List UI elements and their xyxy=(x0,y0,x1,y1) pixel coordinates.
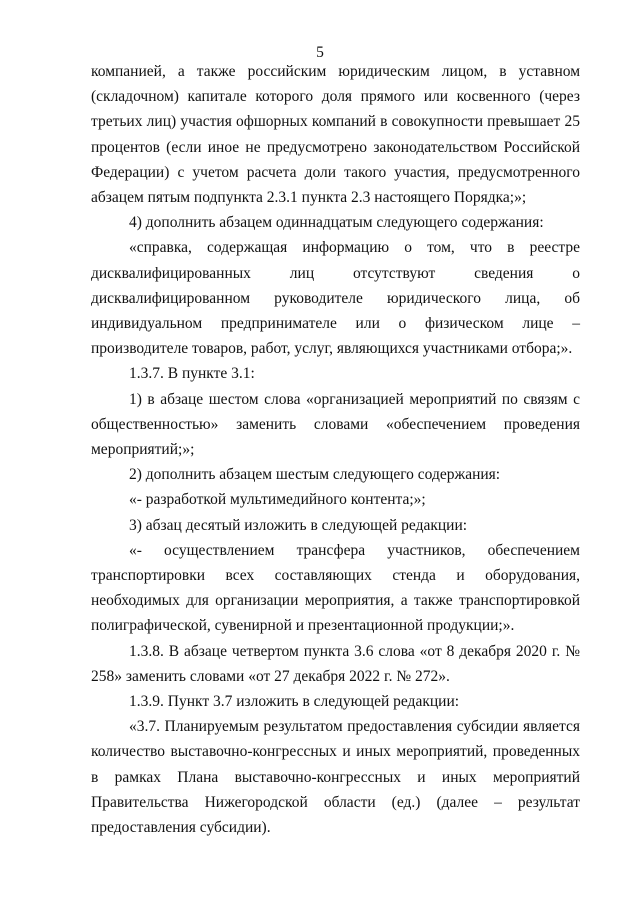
paragraph-3-7-result: «3.7. Планируемым результатом предоставления субсидии является количество выставочно-конгрессных и иных мероприятий, проведенных в рамках Плана выставочно-конгрессных и иных мероприятий Правительства Нижегородской области (ед.) (далее – результат предоставления субсидии). xyxy=(91,718,580,837)
paragraph-transfer: «- осуществлением трансфера участников, обеспечением транспортировки всех составляющих стенда и оборудования, необходимых для организации мероприятия, а также транспортировкой полиграфической, сувенирной и презентационной продукции;». xyxy=(91,541,580,635)
paragraph-multimedia: «- разработкой мультимедийного контента;»; xyxy=(129,491,426,509)
paragraph-offshore-continuation: компанией, а также российским юридическим лицом, в уставном (складочном) капитале которого доля прямого или косвенного (через третьих лиц) участия офшорных компаний в совокупности превышает 25 процентов (если иное не предусмотрено законодательством Российской Федерации) с учетом расчета доли такого участия, предусмотренного абзацем пятым подпункта 2.3.1 пункта 2.3 настоящего Порядка;»; xyxy=(91,63,580,207)
paragraph-item-2-add: 2) дополнить абзацем шестым следующего содержания: xyxy=(129,466,501,484)
document-body xyxy=(91,59,580,840)
paragraph-disqualification-certificate: «справка, содержащая информацию о том, что в реестре дисквалифицированных лиц отсутствуют сведения о дисквалифицированном руководителе юридического лица, об индивидуальном предпринимателе или о физическом лице – производителе товаров, работ, услуг, являющихся участниками отбора;». xyxy=(91,239,580,358)
paragraph-item-1-pr: 1) в абзаце шестом слова «организацией мероприятий по связям с общественностью» заменить словами «обеспечением проведения мероприятий;»; xyxy=(91,390,580,459)
paragraph-item-4: 4) дополнить абзацем одиннадцатым следующего содержания: xyxy=(129,214,544,232)
paragraph-1-3-9: 1.3.9. Пункт 3.7 изложить в следующей редакции: xyxy=(129,693,460,711)
page-number: 5 xyxy=(316,44,324,61)
paragraph-1-3-8: 1.3.8. В абзаце четвертом пункта 3.6 слова «от 8 декабря 2020 г. № 258» заменить словами «от 27 декабря 2022 г. № 272». xyxy=(91,642,580,685)
paragraph-item-3-tenth: 3) абзац десятый изложить в следующей редакции: xyxy=(129,516,468,534)
paragraph-1-3-7: 1.3.7. В пункте 3.1: xyxy=(129,365,255,383)
